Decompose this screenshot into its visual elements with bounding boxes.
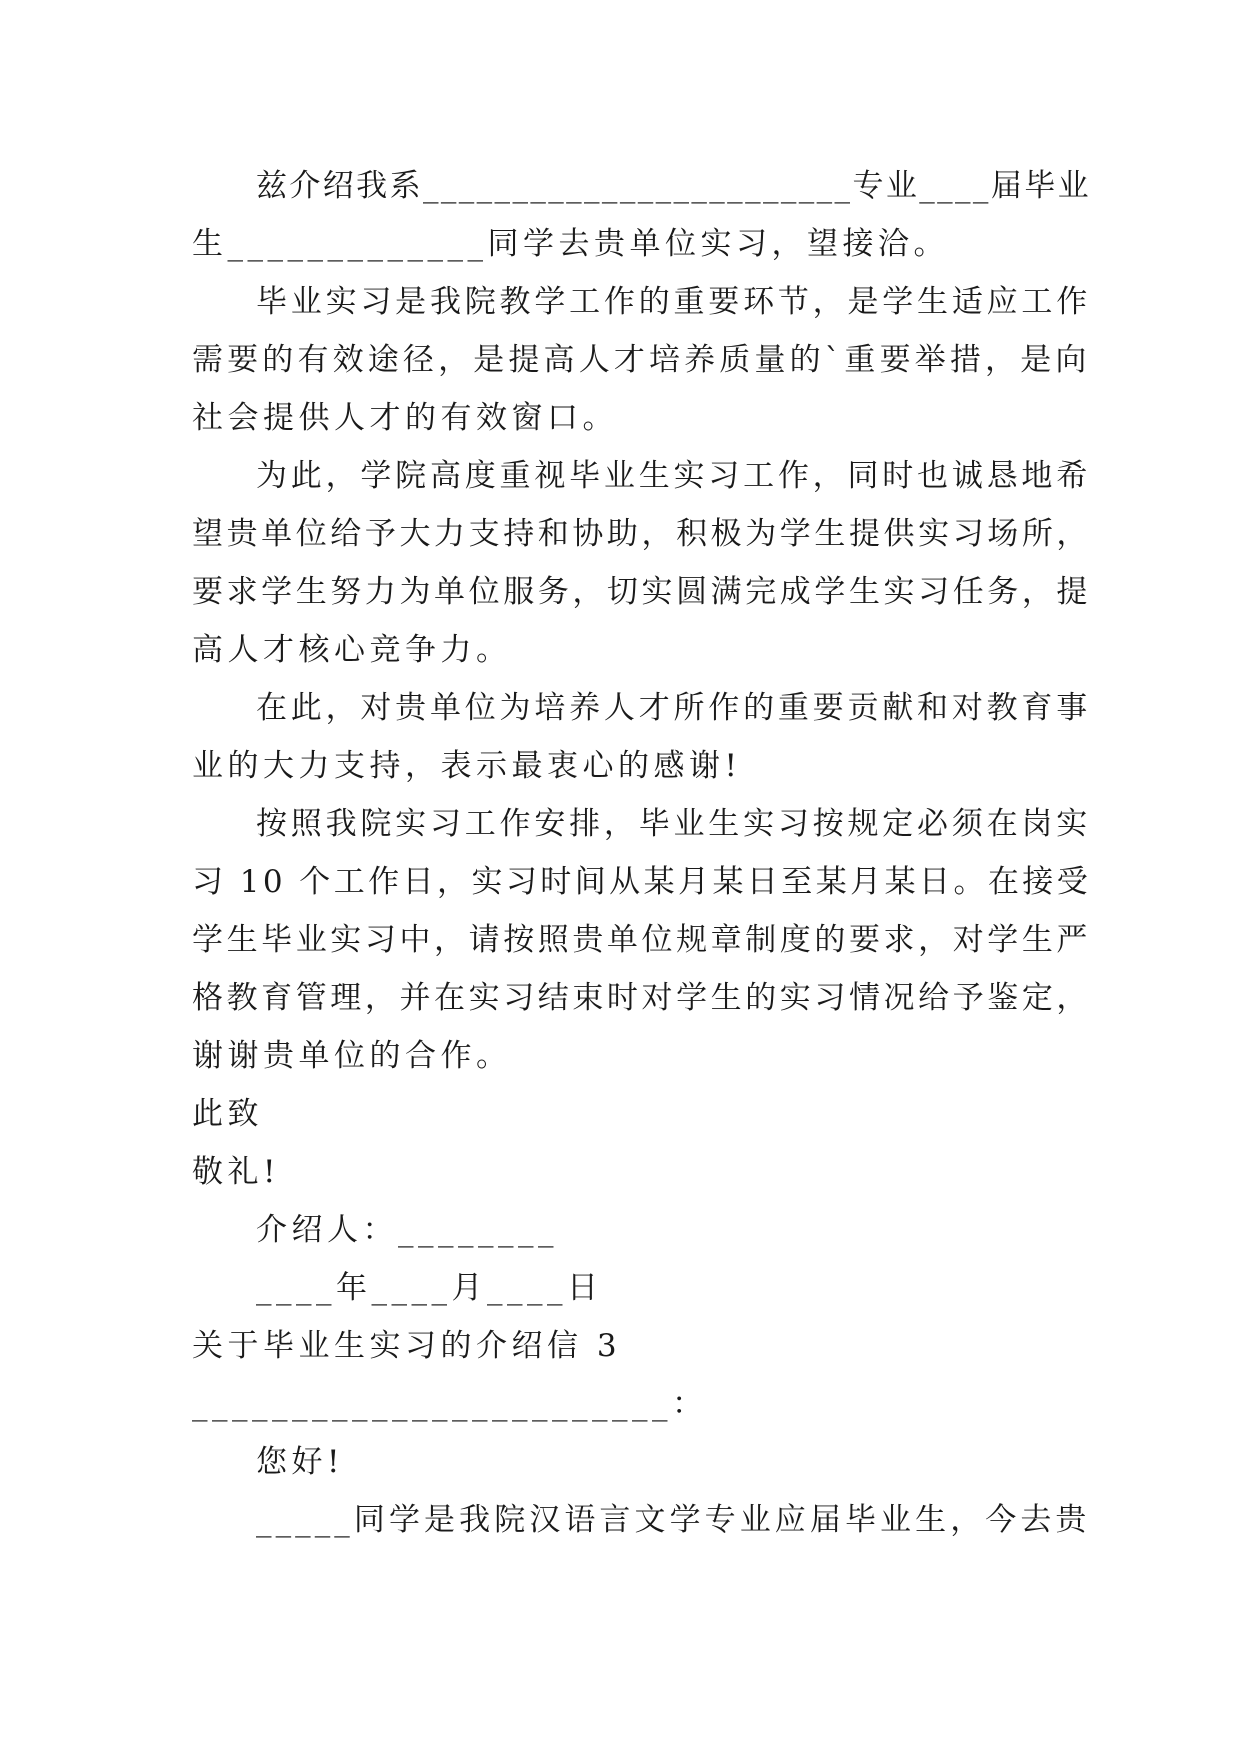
text-line: 关于毕业生实习的介绍信 3 [192, 1328, 622, 1364]
text-line: 毕业实习是我院教学工作的重要环节，是学生适应工作 [256, 284, 1091, 320]
text-line: 在此，对贵单位为培养人才所作的重要贡献和对教育事 [256, 690, 1091, 726]
text-line: 为此，学院高度重视毕业生实习工作，同时也诚恳地希 [256, 458, 1091, 494]
text-line: 此致 [192, 1096, 263, 1132]
text-line: 需要的有效途径，是提高人才培养质量的`重要举措，是向 [192, 342, 1091, 378]
text-line: 望贵单位给予大力支持和协助，积极为学生提供实习场所， [192, 516, 1091, 552]
text-line: 高人才核心竞争力。 [192, 632, 512, 668]
text-line: ____年____月____日 [256, 1270, 603, 1306]
text-line: 敬礼! [192, 1154, 280, 1190]
text-line: 谢谢贵单位的合作。 [192, 1038, 512, 1074]
text-line: 格教育管理，并在实习结束时对学生的实习情况给予鉴定， [192, 980, 1091, 1016]
text-line: ________________________： [192, 1386, 708, 1422]
text-line: 学生毕业实习中，请按照贵单位规章制度的要求，对学生严 [192, 922, 1091, 958]
text-line: 生_____________同学去贵单位实习，望接洽。 [192, 226, 949, 262]
text-line: 要求学生努力为单位服务，切实圆满完成学生实习任务，提 [192, 574, 1091, 610]
text-line: 社会提供人才的有效窗口。 [192, 400, 618, 436]
text-line: 业的大力支持，表示最衷心的感谢! [192, 748, 742, 784]
text-line: _____同学是我院汉语言文学专业应届毕业生，今去贵 [256, 1502, 1091, 1538]
text-line: 兹介绍我系________________________专业____届毕业 [256, 168, 1091, 204]
text-line: 介绍人：________ [256, 1212, 558, 1248]
text-line: 您好! [256, 1444, 344, 1480]
text-line: 按照我院实习工作安排，毕业生实习按规定必须在岗实 [256, 806, 1091, 842]
text-line: 习 10 个工作日，实习时间从某月某日至某月某日。在接受 [192, 864, 1092, 900]
